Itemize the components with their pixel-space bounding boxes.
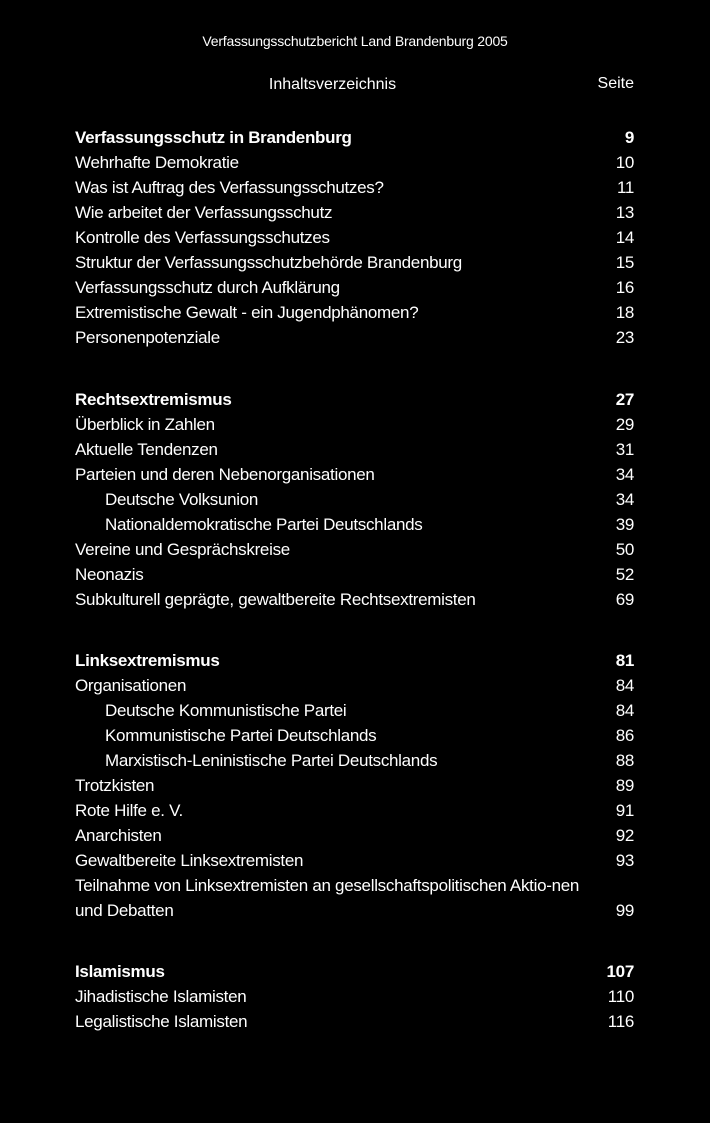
toc-entry [75,300,634,325]
toc-entry-title: Personenpotenziale [75,328,220,347]
toc-section-linksextremismus [75,648,634,923]
toc-entry [75,798,634,823]
toc-entry [75,823,634,848]
toc-entry-page: 34 [615,490,634,509]
toc-entry-title: Rechtsextremismus [75,390,232,409]
toc-entry-title: Deutsche Kommunistische Partei [105,701,347,720]
toc-entry-heading [75,648,634,673]
toc-entry [75,175,634,200]
toc-entry-page: 110 [607,987,634,1006]
toc-entry [75,984,634,1009]
toc-entry [75,275,634,300]
toc-entry-page: 23 [615,328,634,347]
toc-entry-title: Organisationen [75,676,187,695]
toc-entry [75,437,634,462]
toc-entry-title: Parteien und deren Nebenorganisationen [75,465,375,484]
toc-entry-page: 107 [606,962,634,981]
toc-entry-page: 93 [615,851,634,870]
toc-section-rechtsextremismus [75,387,634,612]
toc-entry-title: Vereine und Gesprächskreise [75,540,290,559]
toc-entry-page: 50 [615,540,634,559]
toc-subentry [75,698,634,723]
toc-entry-title: Deutsche Volksunion [105,490,259,509]
toc-subentry [75,512,634,537]
toc-entry [75,562,634,587]
toc-entry-page: 88 [615,751,634,770]
toc-entry-page: 34 [615,465,634,484]
toc-section-verfassungsschutz [75,125,634,350]
toc-entry-heading [75,387,634,412]
toc-entry-page: 27 [615,390,634,409]
toc-entry-page: 29 [615,415,634,434]
toc-entry-title: Nationaldemokratische Partei Deutschlands [105,515,423,534]
toc-entry-page: 13 [615,203,634,222]
toc-entry-page: 15 [615,253,634,272]
toc-entry-page: 91 [615,801,634,820]
toc-entry-page: 84 [615,676,634,695]
toc-entry-title: Struktur der Verfassungsschutzbehörde Brandenburg [75,253,462,272]
toc-entry-page: 18 [615,303,634,322]
toc-entry-title: Neonazis [75,565,144,584]
toc-entry-title: Kommunistische Partei Deutschlands [105,726,377,745]
toc-entry-title: Extremistische Gewalt - ein Jugendphänomen? [75,303,419,322]
toc-entry [75,773,634,798]
toc-entry [75,412,634,437]
toc-entry [75,225,634,250]
toc-entry [75,250,634,275]
toc-entry-page: 69 [615,590,634,609]
toc-entry [75,673,634,698]
toc-entry-title: Trotzkisten [75,776,155,795]
toc-entry [75,200,634,225]
toc-title: Inhaltsverzeichnis [268,76,397,93]
toc-entry-page: 99 [615,901,634,920]
toc-entry-title: Legalistische Islamisten [75,1012,248,1031]
toc-subentry [75,487,634,512]
toc-entry-multiline [75,873,634,923]
page-column-label: Seite [597,75,634,92]
toc-entry-title: Was ist Auftrag des Verfassungsschutzes? [75,178,384,197]
toc-entry-page: 16 [615,278,634,297]
toc-subentry [75,723,634,748]
toc-entry-page: 31 [615,440,634,459]
toc-entry-page: 89 [615,776,634,795]
toc-entry-page: 52 [615,565,634,584]
toc-entry [75,848,634,873]
toc-entry-title: Verfassungsschutz durch Aufklärung [75,278,340,297]
toc-entry [75,325,634,350]
toc-entry-title: Wehrhafte Demokratie [75,153,239,172]
toc-entry-heading [75,125,634,150]
toc-entry-title: Rote Hilfe e. V. [75,801,183,820]
toc-entry-page: 116 [607,1012,634,1031]
toc-entry [75,1009,634,1034]
toc-entry-title: Islamismus [75,962,165,981]
toc-entry-page: 84 [615,701,634,720]
toc-entry [75,462,634,487]
toc-entry-page: 14 [615,228,634,247]
toc-entry-page: 10 [615,153,634,172]
toc-entry-title: Jihadistische Islamisten [75,987,247,1006]
toc-entry-page: 81 [615,651,634,670]
toc-entry-title: Teilnahme von Linksextremisten an gesellschaftspolitischen Aktio-nen und Debatten [75,876,580,920]
toc-section-islamismus [75,959,634,1034]
toc-entry [75,587,634,612]
toc-entry-heading [75,959,634,984]
toc-entry-page: 11 [616,178,634,197]
toc-subentry [75,748,634,773]
toc-entry-title: Überblick in Zahlen [75,415,215,434]
toc-entry-title: Anarchisten [75,826,162,845]
toc-entry-page: 92 [615,826,634,845]
toc-entry-title: Linksextremismus [75,651,220,670]
toc-entry-page: 39 [615,515,634,534]
toc-entry-page: 86 [615,726,634,745]
toc-entry-title: Aktuelle Tendenzen [75,440,218,459]
toc-entry-page: 9 [624,128,634,147]
toc-entry-title: Wie arbeitet der Verfassungsschutz [75,203,333,222]
toc-entry-title: Marxistisch-Leninistische Partei Deutschlands [105,751,438,770]
toc-entry-title: Verfassungsschutz in Brandenburg [75,128,352,147]
toc-entry [75,537,634,562]
toc-entry-title: Gewaltbereite Linksextremisten [75,851,304,870]
toc-entry [75,150,634,175]
toc-entry-title: Kontrolle des Verfassungsschutzes [75,228,330,247]
toc-entry-title: Subkulturell geprägte, gewaltbereite Rechtsextremisten [75,590,476,609]
report-header-title: Verfassungsschutzbericht Land Brandenburg 2005 [202,33,508,49]
